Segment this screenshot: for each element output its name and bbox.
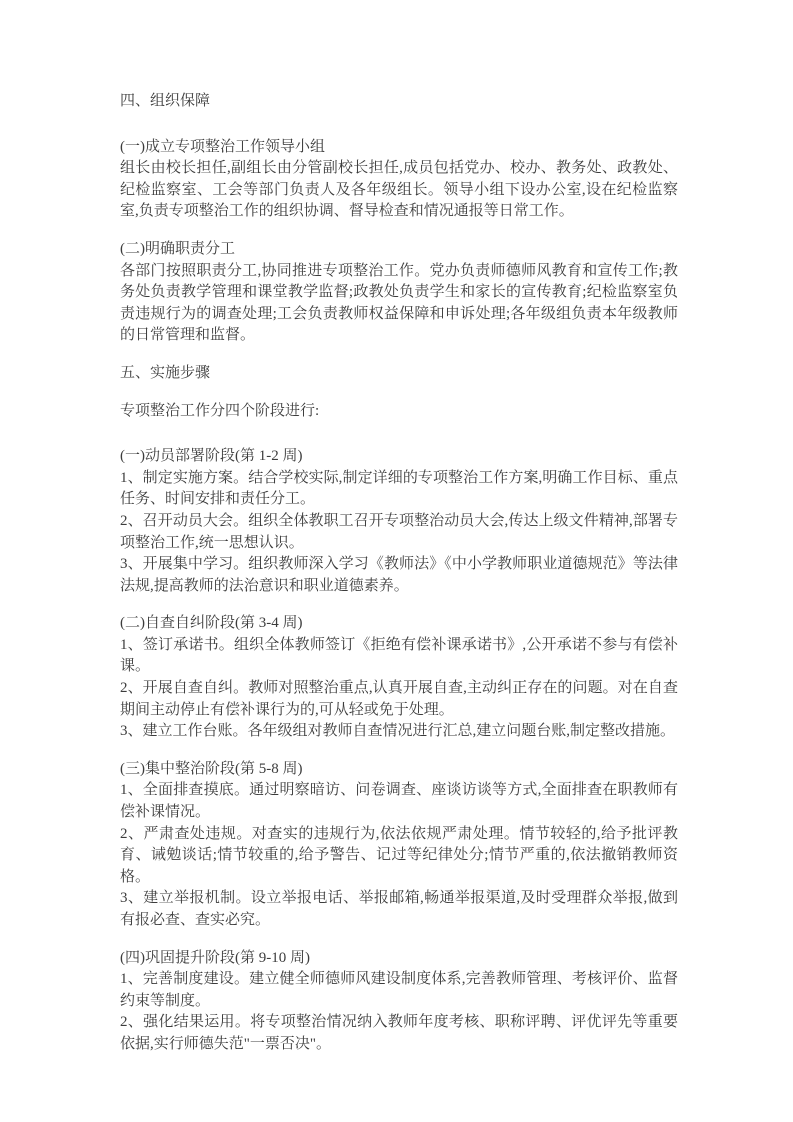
phase-3-item: 2、严肃查处违规。对查实的违规行为,依法依规严肃处理。情节较轻的,给予批评教育、诫勉谈话;情节较重的,给予警告、记过等纪律处分;情节严重的,依法撤销教师资格。 (120, 825, 678, 885)
section-4-sub-1-body: 组长由校长担任,副组长由分管副校长担任,成员包括党办、校办、教务处、政教处、纪检监察室、工会等部门负责人及各年级组长。领导小组下设办公室,设在纪检监察室,负责专项整治工作的组织协调、督导检查和情况通报等日常工作。 (120, 160, 678, 220)
phase-1-item: 1、制定实施方案。结合学校实际,制定详细的专项整治工作方案,明确工作目标、重点任务、时间安排和责任分工。 (120, 469, 678, 508)
phase-1-item: 2、召开动员大会。组织全体教职工召开专项整治动员大会,传达上级文件精神,部署专项整治工作,统一思想认识。 (120, 512, 678, 551)
section-4-sub-2-body: 各部门按照职责分工,协同推进专项整治工作。党办负责师德师风教育和宣传工作;教务处负责教学管理和课堂教学监督;政教处负责学生和家长的宣传教育;纪检监察室负责违规行为的调查处理;工会负责教师权益保障和申诉处理;各年级组负责本年级教师的日常管理和监督。 (120, 262, 678, 344)
phase-2-item: 1、签订承诺书。组织全体教师签订《拒绝有偿补课承诺书》,公开承诺不参与有偿补课。 (120, 636, 678, 675)
document-content (120, 91, 678, 1056)
phase-1-heading: (一)动员部署阶段(第 1-2 周) (120, 448, 303, 465)
phase-2-heading: (二)自查自纠阶段(第 3-4 周) (120, 615, 303, 632)
phase-4-item: 2、强化结果运用。将专项整治情况纳入教师年度考核、职称评聘、评优评先等重要依据,实行师德失范"一票否决"。 (120, 1014, 678, 1052)
phase-4-heading: (四)巩固提升阶段(第 9-10 周) (120, 949, 310, 966)
phase-1-item: 3、开展集中学习。组织教师深入学习《教师法》《中小学教师职业道德规范》等法律法规,提高教师的法治意识和职业道德素养。 (120, 556, 678, 594)
section-5-title: 五、实施步骤 (120, 364, 211, 381)
phase-2-item: 2、开展自查自纠。教师对照整治重点,认真开展自查,主动纠正存在的问题。对在自查期间主动停止有偿补课行为的,可从轻或免于处理。 (120, 680, 678, 718)
phase-3-item: 1、全面排查摸底。通过明察暗访、问卷调查、座谈访谈等方式,全面排查在职教师有偿补课情况。 (120, 782, 678, 821)
section-4-sub-2-heading: (二)明确职责分工 (120, 240, 235, 257)
section-4-sub-1-heading: (一)成立专项整治工作领导小组 (120, 138, 325, 155)
phase-3-item: 3、建立举报机制。设立举报电话、举报邮箱,畅通举报渠道,及时受理群众举报,做到有报必查、查实必究。 (120, 890, 678, 928)
phase-4-item: 1、完善制度建设。建立健全师德师风建设制度体系,完善教师管理、考核评价、监督约束等制度。 (120, 971, 678, 1009)
phase-2-item: 3、建立工作台账。各年级组对教师自查情况进行汇总,建立问题台账,制定整改措施。 (120, 723, 676, 740)
section-5-intro: 专项整治工作分四个阶段进行: (120, 402, 320, 419)
section-4-title: 四、组织保障 (120, 93, 211, 109)
phase-3-heading: (三)集中整治阶段(第 5-8 周) (120, 760, 303, 777)
